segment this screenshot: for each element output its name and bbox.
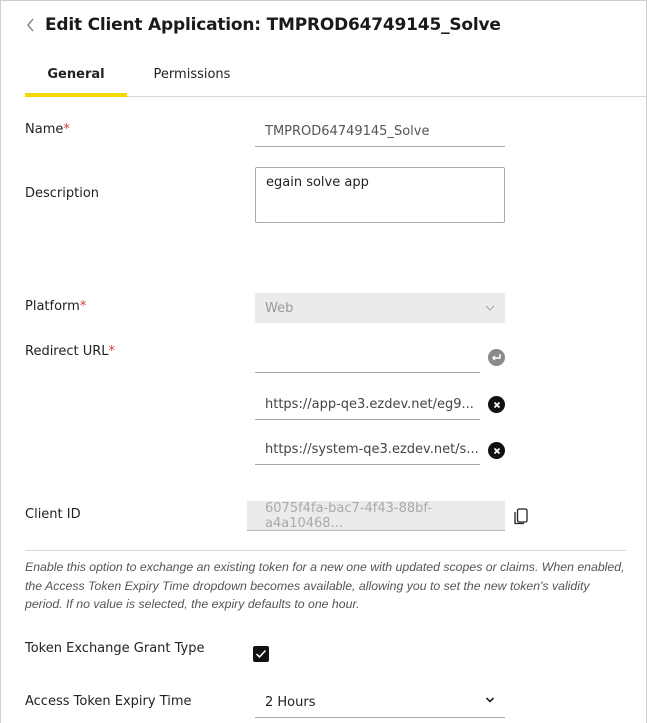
client-id-label: Client ID: [25, 507, 81, 522]
tab-general[interactable]: General: [25, 59, 127, 97]
client-id-field: 6075f4fa-bac7-4f43-88bf-a4a10468...: [247, 501, 505, 531]
redirect-url-label: Redirect URL*: [25, 344, 116, 359]
section-divider: [25, 550, 626, 551]
name-input[interactable]: TMPROD64749145_Solve: [255, 117, 505, 147]
description-textarea[interactable]: egain solve app: [255, 167, 505, 223]
copy-icon[interactable]: [514, 508, 528, 525]
description-label: Description: [25, 186, 100, 201]
page-header: [25, 15, 501, 35]
close-circle-icon[interactable]: [488, 442, 505, 459]
close-circle-icon[interactable]: [488, 396, 505, 413]
expiry-label: Access Token Expiry Time: [25, 694, 192, 709]
platform-select: [255, 293, 505, 323]
page-title: Edit Client Application: TMPROD64749145_Solve: [45, 15, 501, 35]
tab-permissions[interactable]: Permissions: [153, 67, 231, 82]
chevron-down-icon: [485, 696, 495, 704]
expiry-select[interactable]: [255, 688, 505, 718]
token-exchange-label: Token Exchange Grant Type: [25, 641, 205, 656]
token-exchange-checkbox[interactable]: [253, 646, 269, 662]
checkmark-icon: [255, 649, 267, 659]
platform-label: Platform*: [25, 299, 87, 314]
chevron-left-icon[interactable]: [25, 18, 37, 32]
redirect-url-item[interactable]: https://system-qe3.ezdev.net/s...: [255, 435, 480, 465]
tab-bar: [25, 59, 646, 97]
token-exchange-help-text: Enable this option to exchange an existing token for a new one with updated scopes or claims. When enabled, the Access Token Expiry Time dropdown becomes available, allowing you to set the new token's validity period. If no value is selected, the expiry defaults to one hour.: [25, 560, 625, 611]
chevron-down-icon: [485, 304, 495, 312]
redirect-url-item[interactable]: https://app-qe3.ezdev.net/eg9...: [255, 390, 480, 420]
platform-value: Web: [265, 300, 294, 316]
name-label: Name*: [25, 122, 70, 137]
expiry-value: 2 Hours: [265, 695, 316, 710]
enter-icon[interactable]: [488, 349, 505, 366]
redirect-url-input[interactable]: [255, 343, 480, 373]
